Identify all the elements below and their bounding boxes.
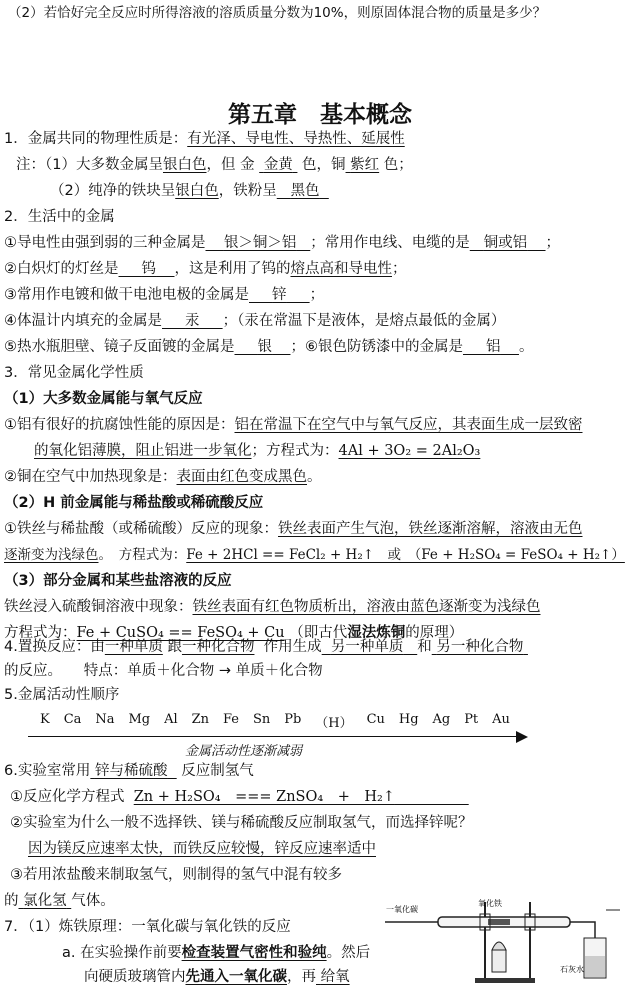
metal-symbol: K (40, 712, 50, 727)
s1-note1: 注：（1）大多数金属呈银白色，但 金 金黄 色，铜 紫红 色； (16, 157, 413, 173)
metal-symbol: Zn (191, 712, 209, 727)
metal-symbol: Cu (366, 712, 385, 727)
metal-symbol: Al (164, 712, 178, 727)
metal-symbol: Hg (398, 712, 419, 727)
s3-p1-line2: 的氧化铝薄膜，阻止铝进一步氧化；方程式为：4Al + 3O₂ = 2Al₂O₃ (34, 443, 481, 459)
s3-head: 3．常见金属化学性质 (4, 365, 144, 381)
metal-symbol: Sn (252, 712, 271, 727)
metal-symbol: Ca (63, 712, 82, 727)
s4-line1-text: 4.置换反应：由一种单质 跟一种化合物 作用生成 另一种单质 和 另一种化合物 (4, 639, 524, 655)
metal-symbol: Fe (222, 712, 239, 727)
metal-symbol: Ag (432, 712, 451, 727)
s3-p1-line3: ②铜在空气中加热现象是：表面由红色变成黑色。 (4, 469, 322, 485)
metal-symbol: Pb (284, 712, 302, 727)
equation: 4Al + 3O₂ = 2Al₂O₃ (338, 443, 481, 459)
equation: Zn + H₂SO₄ === ZnSO₄ + H₂↑ (133, 789, 395, 805)
s3-p2-line2: 逐渐变为浅绿色。 方程式为：Fe + 2HCl == FeCl₂ + H₂↑ 或 （Fe + H₂SO₄ = FeSO₄ + H₂↑） (4, 547, 625, 563)
s2-head: 2．生活中的金属 (4, 209, 115, 225)
s4-line2: 的反应。 特点：单质＋化合物 → 单质＋化合物 (4, 663, 323, 679)
s5-head: 5.金属活动性顺序 (4, 687, 120, 703)
alcohol-lamp (492, 950, 506, 972)
metal-symbol: Pt (464, 712, 479, 727)
s7-line2: a. 在实验操作前要检查装置气密性和验纯。然后 (62, 945, 371, 961)
s3-p3-line2: 方程式为：Fe + CuSO₄ == FeSO₄ + Cu （即古代湿法炼铜的原理） (4, 625, 464, 641)
s3-p3-head: （3）部分金属和某些盐溶液的反应 (4, 573, 232, 589)
limewater (585, 956, 605, 977)
s3-p1-line1: ①铝有很好的抗腐蚀性能的原因是：铝在常温下在空气中与氧气反应，其表面生成一层致密 (4, 417, 583, 433)
s2-line3: ③常用作电镀和做干电池电极的金属是 锌 ； (4, 287, 325, 303)
iron-oxide (488, 919, 510, 925)
arrow-caption: 金属活动性逐渐减弱 (185, 744, 303, 759)
stand-base (475, 978, 535, 983)
s3-p3-line1: 铁丝浸入硫酸铜溶液中现象：铁丝表面有红色物质析出，溶液由蓝色逐渐变为浅绿色 (4, 599, 541, 615)
arrow-line (28, 736, 520, 737)
top-question: （2）若恰好完全反应时所得溶液的溶质质量分数为10%，则原固体混合物的质量是多少？ (8, 5, 547, 21)
metal-symbol: （H） (315, 716, 353, 731)
chapter-title: 第五章 基本概念 (228, 102, 412, 128)
s3-p1-head: （1）大多数金属能与氧气反应 (4, 391, 203, 407)
answer: 有光泽、导电性、导热性、延展性 (187, 131, 405, 147)
s6-line5: ③若用浓盐酸来制取氢气，则制得的氢气中混有较多 (10, 867, 342, 883)
arrow-head-icon (516, 731, 528, 743)
s3-p2-head: （2）H 前金属能与稀盐酸或稀硫酸反应 (4, 495, 264, 511)
s1-note2: （2）纯净的铁块呈银白色，铁粉呈 黑色 (50, 183, 320, 199)
s7-line3: 向硬质玻璃管内先通入一氧化碳，再 给氧 (84, 969, 350, 985)
label-limewater: 石灰水 (560, 965, 584, 974)
flame-icon (492, 942, 506, 950)
s3-p2-line1: ①铁丝与稀盐酸（或稀硫酸）反应的现象：铁丝表面产生气泡，铁丝逐渐溶解，溶液由无色 (4, 521, 583, 537)
s6-line1: 6.实验室常用 锌与稀硫酸 反应制氢气 (4, 763, 254, 779)
s7-line1: 7．（1）炼铁原理：一氧化碳与氧化铁的反应 (4, 919, 291, 935)
s2-line2: ②白炽灯的灯丝是 钨 ，这是利用了钨的熔点高和导电性； (4, 261, 407, 277)
s2-line4: ④体温计内填充的金属是 汞 ；（汞在常温下是液体，是熔点最低的金属） (4, 313, 506, 329)
s6-line3: ②实验室为什么一般不选择铁、镁与稀硫酸反应制取氢气，而选择锌呢？ (10, 815, 473, 831)
s1-line1: 1．金属共同的物理性质是：有光泽、导电性、导热性、延展性 (4, 131, 405, 147)
s2-line1: ①导电性由强到弱的三种金属是 银＞铜＞铝 ；常用作电线、电缆的是 铜或铝 ； (4, 235, 561, 251)
activity-series (40, 712, 510, 731)
s6-line6: 的 氯化氢 气体。 (4, 893, 115, 909)
metal-symbol: Au (492, 712, 510, 727)
s6-line2: ①反应化学方程式 Zn + H₂SO₄ === ZnSO₄ + H₂↑ (10, 789, 395, 805)
co-reduction-apparatus (380, 890, 630, 985)
s6-line4: 因为镁反应速率太快，而铁反应较慢，锌反应速率适中 (28, 841, 376, 857)
label-co: 一氧化碳 (386, 905, 418, 914)
metal-symbol: Mg (128, 712, 151, 727)
label-fe2o3: 氧化铁 (478, 899, 502, 908)
equation: Fe + 2HCl == FeCl₂ + H₂↑ 或 （Fe + H₂SO₄ = FeSO₄ + H₂↑） (186, 547, 625, 563)
s2-line5: ⑤热水瓶胆壁、镜子反面镀的金属是 银 ；⑥银色防锈漆中的金属是 铝 。 (4, 339, 534, 355)
equation: Fe + CuSO₄ == FeSO₄ + Cu (76, 625, 285, 641)
metal-symbol: Na (95, 712, 115, 727)
